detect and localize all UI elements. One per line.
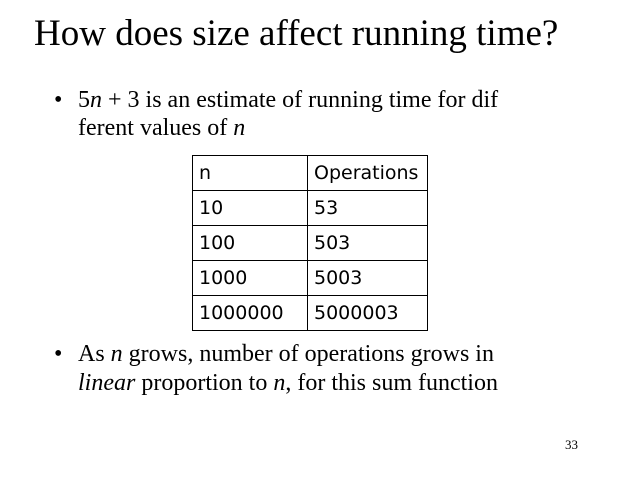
table-header-operations: Operations [308, 156, 428, 191]
table-cell-operations: 53 [308, 191, 428, 226]
bullet-1-line-1 [78, 86, 498, 114]
bullet-1-cont-text: ferent values of [78, 115, 234, 141]
table-header-n: n [193, 156, 308, 191]
bullet-2-text: As [78, 341, 111, 367]
table-header-row [193, 156, 428, 191]
table-cell-operations: 5000003 [308, 296, 428, 331]
table-row [193, 296, 428, 331]
page-number: 33 [565, 437, 578, 452]
table-row [193, 261, 428, 296]
table-cell-operations: 5003 [308, 261, 428, 296]
table-row [193, 191, 428, 226]
bullet-1-text-rest: + 3 is an estimate of running time for dif [102, 87, 499, 113]
bullet-marker: • [54, 341, 63, 367]
bullet-2-var: n [110, 341, 123, 367]
table-cell-operations: 503 [308, 226, 428, 261]
bullet-2-line-1 [78, 340, 494, 368]
table-cell-n: 1000 [193, 261, 308, 296]
table-cell-n: 100 [193, 226, 308, 261]
bullet-1-line-2 [78, 114, 245, 142]
bullet-2-cont-rest: , for this sum function [285, 370, 498, 396]
bullet-marker: • [54, 87, 63, 113]
bullet-2-cont-text: proportion to [135, 370, 274, 396]
slide-title: How does size affect running time? [34, 13, 559, 54]
operations-table [192, 155, 428, 331]
table-row [193, 226, 428, 261]
bullet-2-linear: linear [78, 370, 136, 396]
bullet-2-cont-var: n [273, 370, 286, 396]
bullet-2-text-rest: grows, number of operations grows in [122, 341, 494, 367]
table-cell-n: 1000000 [193, 296, 308, 331]
bullet-2-line-2 [78, 369, 498, 397]
bullet-1-text: 5 [78, 87, 90, 113]
bullet-1-cont-var: n [233, 115, 246, 141]
table-cell-n: 10 [193, 191, 308, 226]
bullet-1-var: n [90, 87, 102, 113]
